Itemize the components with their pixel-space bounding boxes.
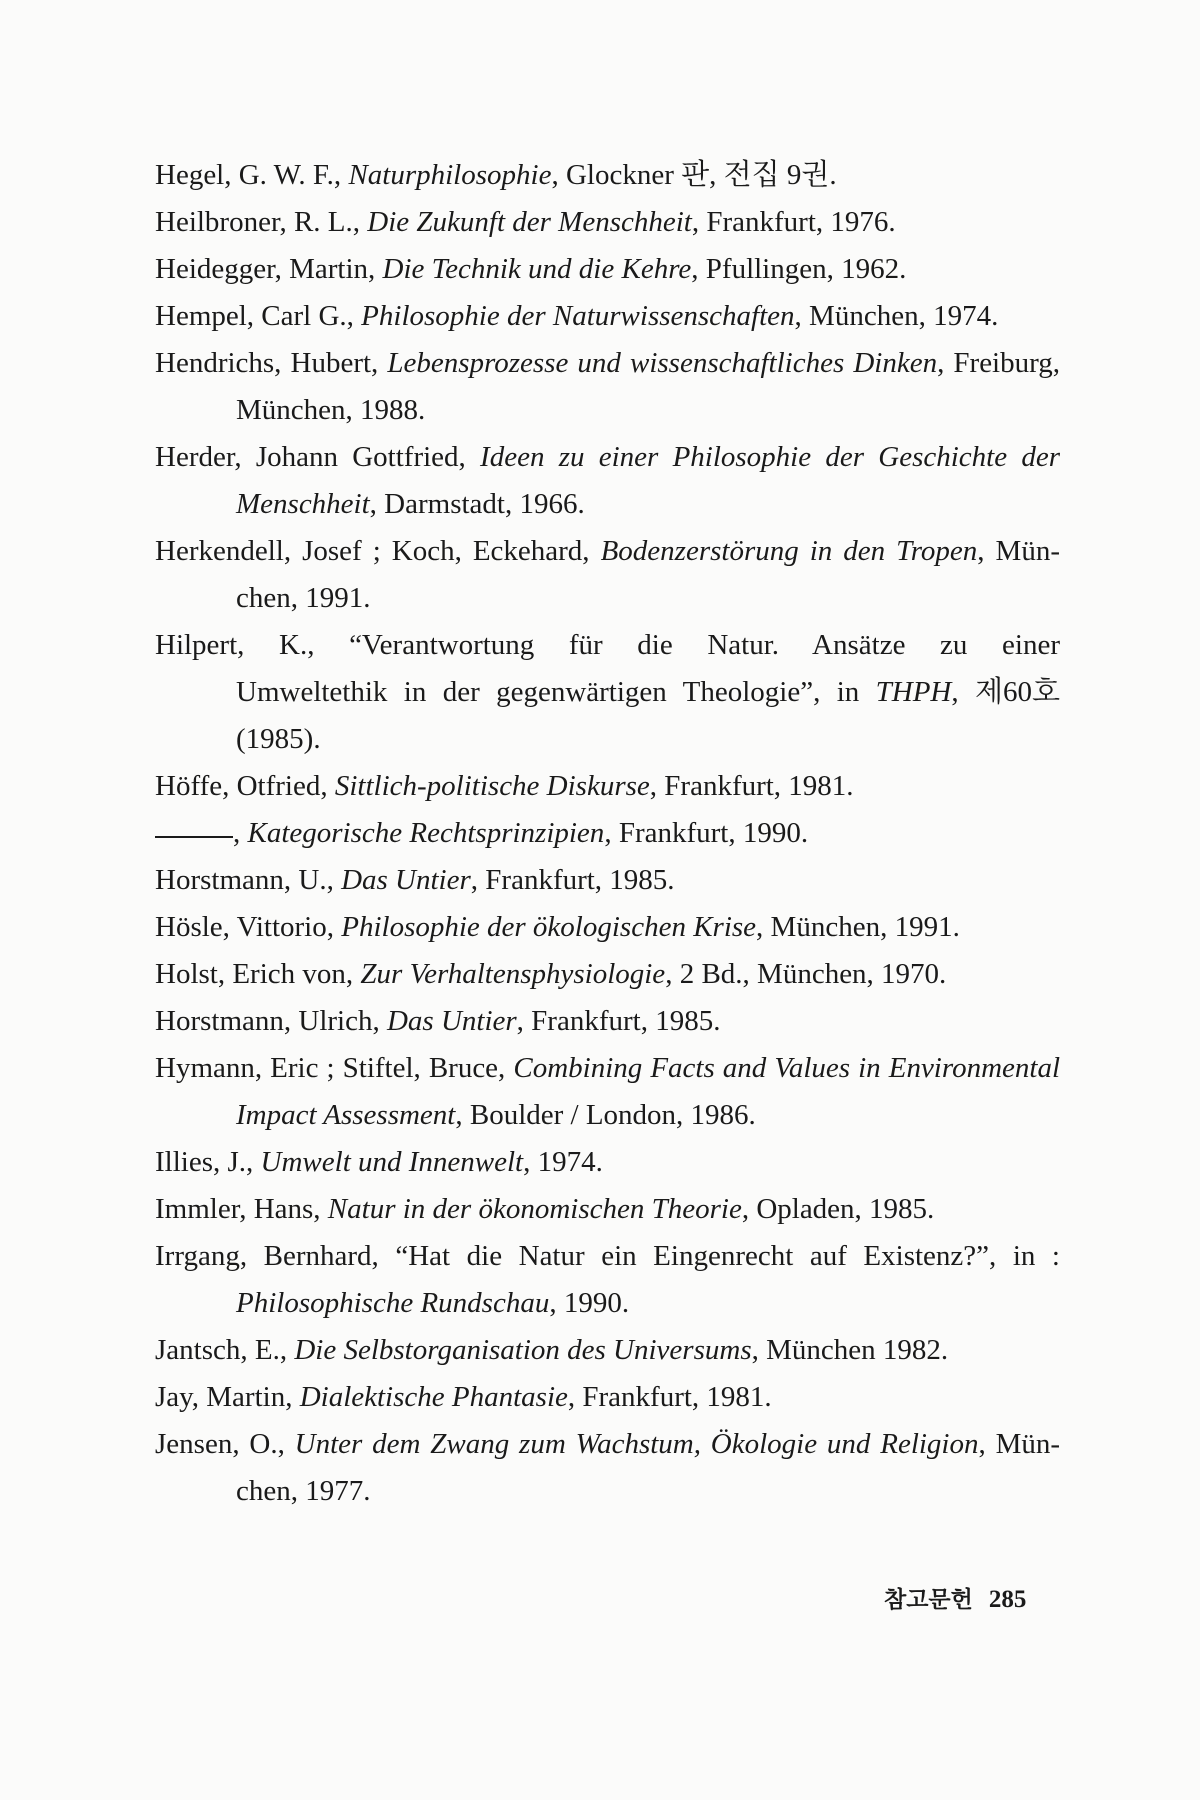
bib-entry-heilbroner — [155, 199, 1060, 246]
bib-entry-jensen — [155, 1421, 1060, 1468]
entry-issue: , 제60호 — [951, 676, 1060, 708]
bib-entry-horstmann-u — [155, 857, 1060, 904]
entry-author: Hendrichs, Hubert, — [155, 347, 379, 379]
page-number: 285 — [988, 1586, 1027, 1613]
entry-publication: , Freiburg, — [937, 347, 1060, 379]
bib-entry-heidegger — [155, 246, 1060, 293]
entry-journal: THPH — [875, 676, 952, 708]
entry-title: Combining Facts and Values in Environmental — [513, 1052, 1060, 1084]
entry-year: (1985). — [236, 723, 321, 755]
entry-publication: , 1974. — [523, 1146, 603, 1178]
bib-entry-herkendell — [155, 528, 1060, 575]
entry-title: Die Selbstorganisation des Universums — [294, 1334, 752, 1366]
entry-article-title: “Hat die Natur ein Eingenrecht auf Existenz?”, in : — [395, 1240, 1060, 1272]
page-footer — [884, 1580, 1026, 1620]
entry-publication: , Frankfurt, 1985. — [470, 864, 675, 896]
entry-title: Naturphilosophie — [348, 159, 552, 191]
entry-title: Bodenzerstörung in den Tropen — [600, 535, 978, 567]
entry-publication: , 2 Bd., München, 1970. — [665, 958, 947, 990]
ditto-rule — [155, 836, 233, 838]
entry-publication: chen, 1991. — [236, 582, 371, 614]
entry-title: Umwelt und Innenwelt — [260, 1146, 524, 1178]
entry-author: Irrgang, Bernhard, — [155, 1240, 379, 1272]
entry-publication: , Mün- — [978, 1428, 1060, 1460]
entry-publication: München, 1988. — [236, 394, 426, 426]
bib-entry-jay — [155, 1374, 1060, 1421]
entry-author: Immler, Hans, — [155, 1193, 321, 1225]
bib-entry-hymann-cont — [236, 1092, 1060, 1139]
bib-entry-holst — [155, 951, 1060, 998]
bib-entry-hendrichs — [155, 340, 1060, 387]
entry-title: Das Untier — [386, 1005, 517, 1037]
entry-author: Hösle, Vittorio, — [155, 911, 334, 943]
bib-entry-hoeffe — [155, 763, 1060, 810]
entry-publication: , München, 1991. — [756, 911, 960, 943]
entry-title: Philosophie der ökologischen Krise — [341, 911, 757, 943]
bib-entry-hendrichs-cont — [236, 387, 1060, 434]
bib-entry-jensen-cont — [236, 1468, 1060, 1515]
entry-publication: , Frankfurt, 1981. — [567, 1381, 772, 1413]
entry-publication: , Frankfurt, 1990. — [604, 817, 809, 849]
bib-entry-hilpert-cont — [236, 669, 1060, 716]
entry-author: Heilbroner, R. L., — [155, 206, 361, 238]
entry-title: Menschheit — [236, 488, 370, 520]
entry-title: Sittlich-politische Diskurse — [334, 770, 650, 802]
entry-author: Illies, J., — [155, 1146, 254, 1178]
entry-publication: , Opladen, 1985. — [741, 1193, 935, 1225]
entry-publication: , Darmstadt, 1966. — [369, 488, 585, 520]
bib-entry-herkendell-cont — [236, 575, 1060, 622]
entry-author: Jensen, O., — [155, 1428, 285, 1460]
bib-entry-irrgang-cont — [236, 1280, 1060, 1327]
bib-entry-hegel — [155, 152, 1060, 199]
entry-author: Holst, Erich von, — [155, 958, 354, 990]
entry-title: Unter dem Zwang zum Wachstum, Ökologie und Religion — [294, 1428, 979, 1460]
bib-entry-hoesle — [155, 904, 1060, 951]
entry-author: Hilpert, K., — [155, 629, 315, 661]
bib-entry-irrgang — [155, 1233, 1060, 1280]
entry-journal: Philosophische Rundschau — [236, 1287, 550, 1319]
entry-title: Das Untier — [341, 864, 471, 896]
entry-author: Horstmann, Ulrich, — [155, 1005, 380, 1037]
entry-title: Zur Verhaltensphysiologie — [360, 958, 666, 990]
entry-publication: , Glockner 판, 전집 9권. — [551, 159, 837, 191]
entry-title: Lebensprozesse und wissenschaftliches Dinken — [387, 347, 938, 379]
entry-title: Die Technik und die Kehre — [382, 253, 692, 285]
bib-entry-hilpert-cont2 — [236, 716, 1060, 763]
entry-author: Jay, Martin, — [155, 1381, 293, 1413]
bib-entry-horstmann-ulrich — [155, 998, 1060, 1045]
bib-entry-herder-cont — [236, 481, 1060, 528]
entry-author: Höffe, Otfried, — [155, 770, 328, 802]
entry-title: Ideen zu einer Philosophie der Geschichte der — [480, 441, 1060, 473]
bib-entry-herder — [155, 434, 1060, 481]
entry-publication: , Boulder / London, 1986. — [455, 1099, 756, 1131]
entry-author: Heidegger, Martin, — [155, 253, 376, 285]
entry-title: Impact Assessment — [236, 1099, 456, 1131]
entry-publication: , Frankfurt, 1981. — [649, 770, 854, 802]
entry-article-title: “Verantwortung für die Natur. Ansätze zu einer — [349, 629, 1060, 661]
entry-article-title: Umweltethik in der gegenwärtigen Theologie”, in — [236, 676, 860, 708]
running-section-title: 참고문헌 — [884, 1587, 973, 1613]
entry-title: Dialektische Phantasie — [299, 1381, 568, 1413]
entry-title: Philosophie der Naturwissenschaften — [361, 300, 795, 332]
entry-title: Kategorische Rechtsprinzipien — [247, 817, 605, 849]
entry-publication: , München, 1974. — [794, 300, 999, 332]
bib-entry-hilpert — [155, 622, 1060, 669]
entry-publication: , Frankfurt, 1976. — [691, 206, 896, 238]
entry-author: Horstmann, U., — [155, 864, 334, 896]
entry-author: Herder, Johann Gottfried, — [155, 441, 466, 473]
bib-entry-hempel — [155, 293, 1060, 340]
entry-author: Hempel, Carl G., — [155, 300, 354, 332]
bib-entry-hoeffe-2: , Kategorische Rechtsprinzipien, Frankfurt, 1990. — [155, 810, 1060, 857]
entry-title: Natur in der ökonomischen Theorie — [327, 1193, 742, 1225]
entry-author: Jantsch, E., — [155, 1334, 288, 1366]
bib-entry-hymann — [155, 1045, 1060, 1092]
bib-entry-jantsch — [155, 1327, 1060, 1374]
entry-publication: , Pfullingen, 1962. — [691, 253, 907, 285]
entry-publication: chen, 1977. — [236, 1475, 371, 1507]
entry-author: Hegel, G. W. F., — [155, 159, 342, 191]
bib-entry-immler — [155, 1186, 1060, 1233]
entry-author: Hymann, Eric ; Stiftel, Bruce, — [155, 1052, 506, 1084]
entry-publication: , Mün- — [977, 535, 1060, 567]
entry-publication: , Frankfurt, 1985. — [516, 1005, 721, 1037]
entry-publication: , München 1982. — [751, 1334, 949, 1366]
entry-year: , 1990. — [549, 1287, 630, 1319]
bib-entry-illies — [155, 1139, 1060, 1186]
entry-author: Herkendell, Josef ; Koch, Eckehard, — [155, 535, 590, 567]
entry-title: Die Zukunft der Menschheit — [367, 206, 692, 238]
